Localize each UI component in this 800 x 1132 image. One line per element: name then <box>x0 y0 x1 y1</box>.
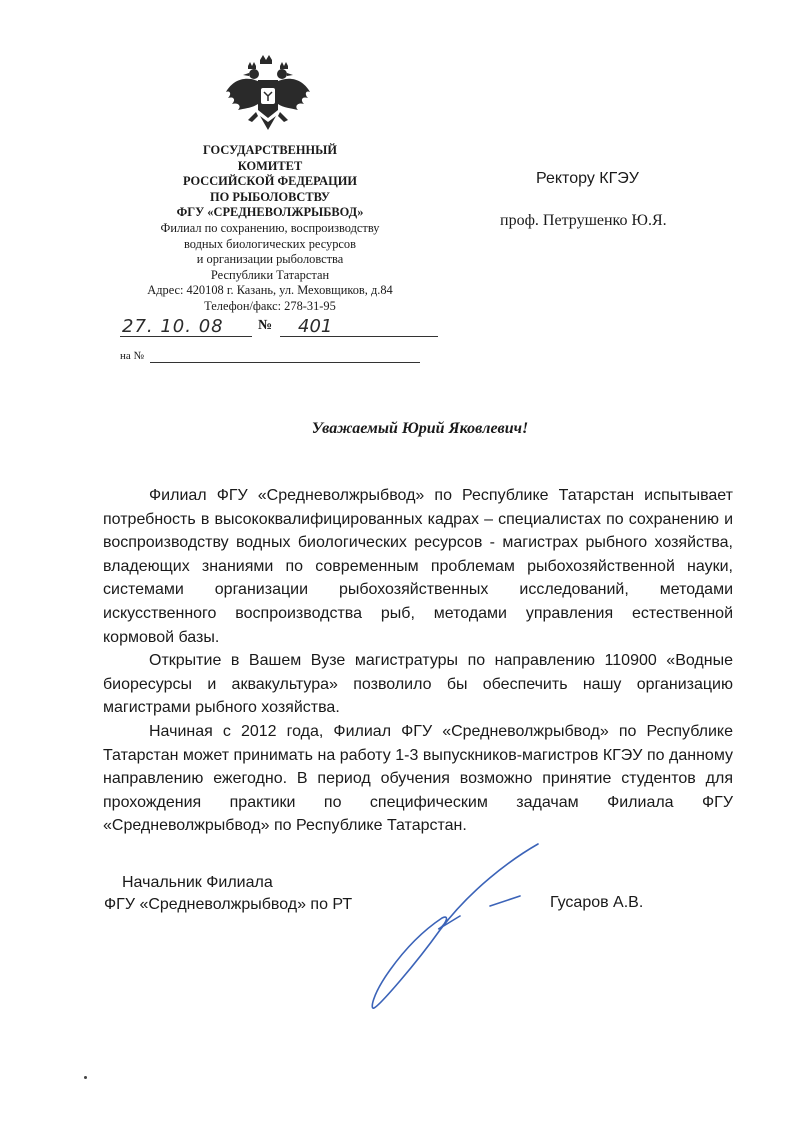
reference-label: на № <box>120 350 145 362</box>
letter-body <box>103 484 733 838</box>
branch-line: Республики Татарстан <box>210 267 330 282</box>
signatory-position: Начальник Филиала <box>122 874 273 891</box>
branch-line: и организации рыболовства <box>196 252 344 267</box>
letter-date: 27. 10. 08 <box>120 316 252 337</box>
org-line: РОССИЙСКОЙ ФЕДЕРАЦИИ <box>183 174 357 189</box>
org-line: ФГУ «СРЕДНЕВОЛЖРЫБВОД» <box>176 205 364 220</box>
org-line: КОМИТЕТ <box>237 158 303 173</box>
registration-line <box>120 316 420 338</box>
reference-line <box>120 348 420 364</box>
scan-speck <box>84 1076 87 1079</box>
signatory-organization: ФГУ «Средневолжрыбвод» по РТ <box>104 896 353 913</box>
signatory-name: Гусаров А.В. <box>550 894 644 911</box>
addressee-title: Ректору КГЭУ <box>536 170 639 187</box>
salutation: Уважаемый Юрий Яковлевич! <box>311 420 529 437</box>
letter-number: 401 <box>280 316 438 337</box>
body-paragraph: Начиная с 2012 года, Филиал ФГУ «Средневолжрыбвод» по Республике Татарстан может принимать на работу 1-3 выпускников-магистров КГЭУ по данному направлению ежегодно. В период обучения возможно принятие студентов для прохождения практики по специфическим задачам Филиала ФГУ «Средневолжрыбвод» по Республике Татарстан. <box>103 722 733 835</box>
address-line: Адрес: 420108 г. Казань, ул. Меховщиков, д.84 <box>147 283 393 298</box>
addressee <box>500 158 720 242</box>
body-paragraph: Открытие в Вашем Вузе магистратуры по направлению 110900 «Водные биоресурсы и аквакультура» позволило бы обеспечить нашу организацию магистрами рыбного хозяйства. <box>103 652 733 717</box>
signatory-title <box>104 872 352 916</box>
reference-rule <box>150 362 420 363</box>
org-line: ПО РЫБОЛОВСТВУ <box>210 189 330 204</box>
phone-line: Телефон/факс: 278-31-95 <box>204 298 336 313</box>
number-label: № <box>258 318 273 333</box>
handwritten-signature <box>360 830 560 1020</box>
body-paragraph: Филиал ФГУ «Средневолжрыбвод» по Республике Татарстан испытывает потребность в высококвалифицированных кадрах – специалистах по сохранению и воспроизводству водных биологических ресурсов - магистрах рыбного хозяйства, владеющих знаниями по современным проблемам рыбохозяйственной науки, системами организации рыбохозяйственных исследований, методами искусственного воспроизводства рыб, методами управления естественной кормовой базы. <box>103 487 733 646</box>
org-line: ГОСУДАРСТВЕННЫЙ <box>202 143 337 157</box>
double-headed-eagle-emblem-icon <box>220 52 316 148</box>
branch-line: Филиал по сохранению, воспроизводству <box>160 220 380 235</box>
sender-organization <box>112 143 428 315</box>
branch-line: водных биологических ресурсов <box>184 236 356 251</box>
addressee-name: проф. Петрушенко Ю.Я. <box>500 212 667 229</box>
